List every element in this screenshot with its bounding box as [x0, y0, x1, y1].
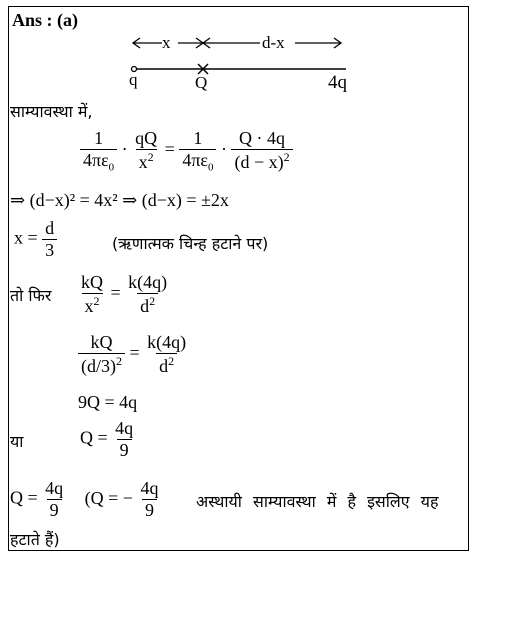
frac-qQ [132, 128, 160, 173]
unstable-equilibrium-text: अस्थायी साम्यावस्था में है इसलिए यह [196, 492, 439, 511]
equals-sign: = [164, 138, 175, 159]
den-d3: (d/3) [81, 356, 116, 376]
then-text: तो फिर [10, 286, 52, 305]
den-d2-b: d [159, 356, 169, 376]
sup-two-b: 2 [283, 150, 290, 165]
num-k4q-b: k(4q) [147, 332, 187, 352]
label-x: x [162, 33, 171, 52]
frac-4q-9 [112, 418, 136, 461]
frac-coulomb-a [80, 128, 117, 174]
num-kQ: kQ [81, 272, 103, 292]
den-final-9: 9 [47, 499, 62, 521]
label-Q: Q [195, 73, 208, 92]
force-balance-equation: $\frac{1}{4\pi\varepsilon_0}$ · $\frac{qQ}{x^2}$ = $\frac{1}{4\pi\varepsilon_0}$ · $\frac{Q \cdot 4q}{(d - x)^2}$ [80, 128, 293, 174]
sub-zero: 0 [108, 161, 115, 174]
den-d2: d [140, 296, 150, 316]
final-Q-equals: Q = [10, 487, 38, 508]
answer-heading: Ans : (a) [12, 10, 78, 30]
squared-equation: ⇒ (d−x)² = 4x² ⇒ (d−x) = ±2x [10, 190, 229, 210]
num-k4q: k(4q) [128, 272, 168, 292]
frac-k4q-d2 [125, 272, 170, 317]
frac-k4q-d2-b [144, 332, 189, 377]
frac-kQ-x2 [78, 272, 106, 317]
charge-diagram [120, 28, 360, 98]
den-x2: x [84, 296, 94, 316]
label-q: q [129, 70, 138, 89]
negative-root-paren: (Q = − [84, 487, 133, 508]
sup-two: 2 [147, 150, 154, 165]
label-d-minus-x: d-x [262, 33, 285, 52]
num-1b: 1 [193, 128, 203, 148]
den-x: x [138, 152, 148, 173]
sub-zero-b: 0 [207, 161, 214, 174]
num-4q: 4q [115, 418, 134, 438]
den-9: 9 [117, 439, 132, 461]
den-dx: (d − x) [234, 152, 284, 173]
simplified-equation: 9Q = 4q [78, 392, 138, 412]
Q-solution [80, 418, 136, 461]
final-answer [10, 478, 161, 521]
sup-two-f: 2 [168, 354, 175, 368]
num-final-4q: 4q [45, 478, 64, 498]
num-kQ-b: kQ [90, 332, 113, 352]
den-4pie-b: 4πε [182, 150, 208, 170]
num-qQ: qQ [135, 128, 158, 149]
field-equation: $\frac{kQ}{x^2}$ = $\frac{k(4q)}{d^2}$ [78, 272, 170, 317]
x-equals: x = [14, 227, 38, 248]
Q-equals: Q = [80, 427, 108, 448]
x-solution [14, 218, 57, 261]
frac-Q4q [231, 128, 292, 173]
frac-final-4q-9 [42, 478, 66, 521]
frac-kQ-d3 [78, 332, 125, 377]
num-1: 1 [94, 128, 104, 148]
frac-coulomb-b [179, 128, 216, 174]
discard-text: हटाते हैं) [10, 530, 60, 549]
label-4q: 4q [328, 72, 347, 93]
equilibrium-text: साम्यावस्था में, [10, 102, 93, 121]
den-4pie: 4πε [83, 150, 109, 170]
num-d: d [45, 218, 55, 238]
num-Q4q: Q · 4q [239, 128, 286, 149]
negative-sign-note: (ऋणात्मक चिन्ह हटाने पर) [112, 234, 269, 253]
den-3: 3 [42, 239, 57, 261]
sup-two-c: 2 [93, 294, 100, 308]
frac-d3 [42, 218, 57, 261]
sup-two-e: 2 [116, 354, 122, 368]
frac-neg-4q-9 [137, 478, 161, 521]
or-text: या [10, 432, 24, 451]
substituted-equation: $\frac{kQ}{(d/3)^2}$ = $\frac{k(4q)}{d^2}$ [78, 332, 189, 377]
sup-two-d: 2 [149, 294, 156, 308]
den-neg-9: 9 [142, 499, 157, 521]
num-neg-4q: 4q [140, 478, 159, 498]
